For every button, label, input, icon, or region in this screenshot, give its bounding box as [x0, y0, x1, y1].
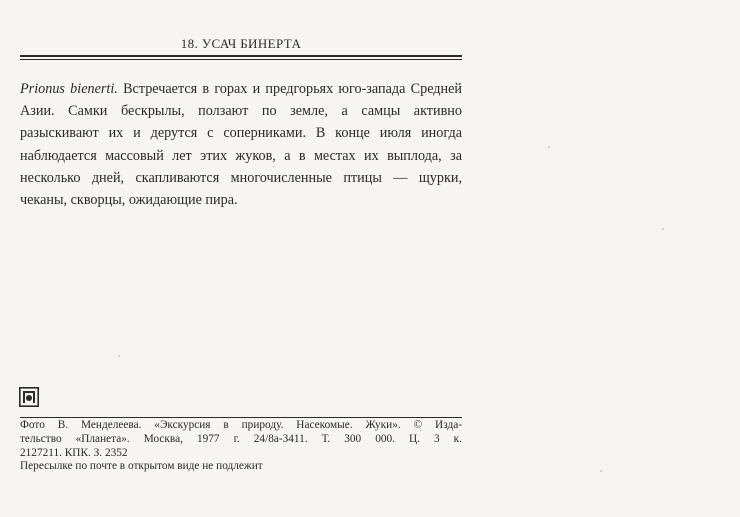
imprint-line-2: тельство «Планета». Москва, 1977 г. 24/8а-3411. Т. 300 000. Ц. 3 к.: [20, 432, 462, 445]
postal-notice: Пересылке по почте в открытом виде не подлежит: [20, 460, 263, 473]
description-text: Встречается в горах и предгорьях юго-запада Средней Азии. Самки бескрылы, ползают по земле, а самцы активно разыскивают их и дерутся с соперниками. В конце июля иногда наблюдается массовый лет этих жуков, а в местах их выплода, за несколько дней, скапливаются многочисленные птицы — щурки, чеканы, скворцы, ожидающие пира.: [20, 81, 463, 209]
footer-rule: [20, 417, 462, 418]
card-title: 18. УСАЧ БИНЕРТА: [180, 36, 302, 51]
paper-speck: [548, 146, 550, 148]
title-rule-thin: [20, 59, 462, 60]
planeta-logo-icon: [19, 387, 39, 407]
imprint-line-3: 2127211. КПК. З. 2352: [20, 446, 128, 459]
species-description: [20, 78, 462, 211]
paper-speck: [662, 228, 664, 230]
paper-speck: [600, 470, 602, 472]
imprint: [20, 419, 462, 474]
latin-name: Prionus bienerti.: [20, 81, 118, 97]
title-rule-thick: [20, 55, 462, 57]
imprint-line-1: Фото В. Менделеева. «Экскурсия в природу. Насекомые. Жуки». © Изда-: [20, 419, 462, 431]
paper-speck: [118, 355, 120, 357]
